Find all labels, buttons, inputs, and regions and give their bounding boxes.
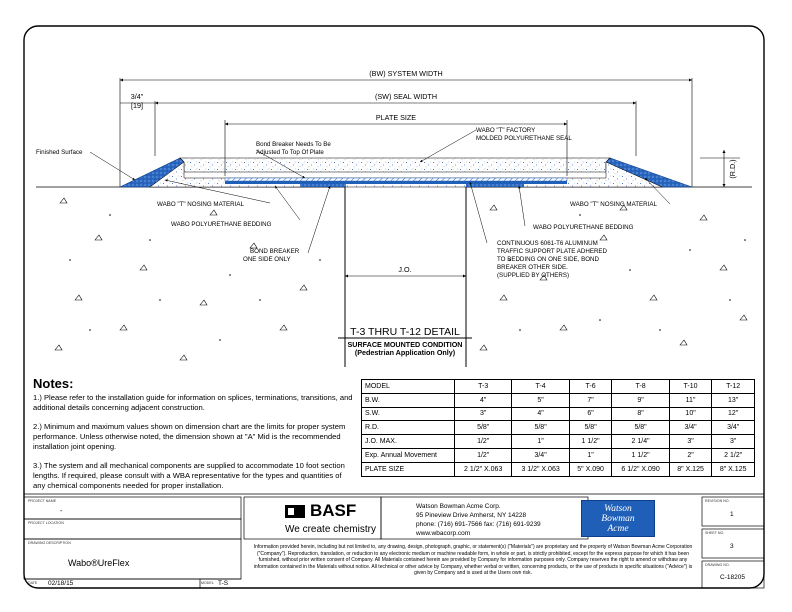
plate-callout-2: TRAFFIC SUPPORT PLATE ADHERED — [497, 248, 608, 255]
spec-cell: 4" — [455, 393, 512, 407]
spec-cell: 9" — [612, 393, 669, 407]
spec-cell: 3/4" — [712, 421, 755, 435]
bond-breaker-side-1: BOND BREAKER — [250, 248, 300, 255]
spec-row — [362, 448, 755, 462]
spec-cell: 3" — [669, 435, 712, 449]
spec-row — [362, 462, 755, 476]
nosing-callout-left: WABO "T" NOSING MATERIAL — [157, 201, 244, 208]
sheet-value: 3 — [730, 543, 734, 550]
model-value: T-S — [218, 580, 229, 587]
notes-heading: Notes: — [33, 376, 74, 391]
recess-depth-label: (R.D.) — [728, 159, 737, 179]
plate-size-label: PLATE SIZE — [375, 113, 417, 122]
spec-cell: 5/8" — [612, 421, 669, 435]
spec-cell: 11" — [669, 393, 712, 407]
spec-row-label: J.O. MAX. — [362, 435, 455, 449]
spec-cell: 12" — [712, 407, 755, 421]
date-label: DATE — [28, 581, 38, 585]
basf-logo-mark — [285, 505, 305, 518]
note-2: 2.) Minimum and maximum values shown on dimension chart are the limits for proper system performance. Unless otherwise noted, the dimension shown at "A" Mid is the recommended installation joint opening. — [33, 422, 346, 451]
nosing-callout-right: WABO "T" NOSING MATERIAL — [570, 201, 657, 208]
bond-breaker-callout-2: Adjusted To Top Of Plate — [256, 149, 324, 156]
spec-cell: 6" — [569, 407, 612, 421]
spec-cell: T-3 — [455, 380, 512, 394]
spec-row — [362, 393, 755, 407]
note-3: 3.) The system and all mechanical components are supplied to accommodate 10 foot section lengths. If required, please consult with a WBA representative for the types and quantities of any chemical components needed for proper installation. — [33, 461, 345, 490]
joint-opening-label: J.O. — [398, 265, 412, 274]
spec-cell: 5/8" — [569, 421, 612, 435]
detail-title: T-3 THRU T-12 DETAIL — [350, 326, 460, 338]
spec-cell: 5" X.090 — [569, 462, 612, 476]
project-location-label: PROJECT LOCATION — [28, 521, 64, 525]
spec-cell: 1/2" — [455, 448, 512, 462]
spec-cell: 10" — [669, 407, 712, 421]
spec-cell: 3 1/2" X.063 — [512, 462, 569, 476]
spec-cell: T-4 — [512, 380, 569, 394]
spec-cell: 3/4" — [669, 421, 712, 435]
bedding-callout-left: WABO POLYURETHANE BEDDING — [171, 221, 272, 228]
spec-cell: 8" X.125 — [712, 462, 755, 476]
spec-row-label: Exp. Annual Movement — [362, 448, 455, 462]
spec-cell: 13" — [712, 393, 755, 407]
spec-cell: 2 1/2" — [712, 448, 755, 462]
model-label: MODEL — [201, 581, 214, 585]
spec-cell: 8" X.125 — [669, 462, 712, 476]
spec-cell: 5" — [512, 393, 569, 407]
spec-row-label: MODEL — [362, 380, 455, 394]
spec-cell: 6 1/2" X.090 — [612, 462, 669, 476]
bedding-callout-right: WABO POLYURETHANE BEDDING — [533, 224, 634, 231]
drawing-description: Wabo®UreFlex — [68, 558, 130, 568]
spec-cell: 7" — [569, 393, 612, 407]
nosing-width-mm: [19] — [131, 101, 143, 110]
disclaimer: Information provided herein, including but not limited to, any drawing, design, photograph, graphic, or statement(s) ("Materials") are proprietary and the property of Watson Bowman Acme Corporation ("Company"). Reproduction, translation, or reduction to any electronic medium or machine readable form, in whole or part, is strictly prohibited, except for the express purpose for which it has been furnished, without prior written consent of Company. All Materials contained herein are provided by Company for information purposes only. Company reserves the right to amend or withdraw any information contained in the Materials without notice. All technical or other advice by Company, whether verbal or written, concerning products, or the use of products in specific situations ("Advice") is given by Company and is used at the Users own risk. — [253, 544, 693, 577]
spec-cell: 2" — [669, 448, 712, 462]
revision-value: 1 — [730, 511, 734, 518]
nosing-width-label: 3/4" — [130, 92, 144, 101]
drawing-description-label: DRAWING DESCRIPTION — [28, 541, 71, 545]
wba-logo — [581, 500, 655, 537]
revision-label: REVISION NO. — [705, 499, 730, 503]
bond-breaker-side-2: ONE SIDE ONLY — [243, 256, 291, 263]
spec-row-label: B.W. — [362, 393, 455, 407]
notes-block — [33, 376, 355, 500]
project-name-label: PROJECT NAME — [28, 499, 57, 503]
spec-cell: 4" — [512, 407, 569, 421]
seal-width-label: (SW) SEAL WIDTH — [374, 92, 438, 101]
plate-callout-5: (SUPPLIED BY OTHERS) — [497, 272, 570, 279]
spec-row — [362, 435, 755, 449]
spec-cell: 5/8" — [512, 421, 569, 435]
spec-row — [362, 380, 755, 394]
plate-callout-3: TO BEDDING ON ONE SIDE, BOND — [497, 256, 599, 263]
spec-cell: 5/8" — [455, 421, 512, 435]
spec-cell: T-10 — [669, 380, 712, 394]
plate-callout-4: BREAKER OTHER SIDE. — [497, 264, 568, 271]
spec-cell: 2 1/2" X.063 — [455, 462, 512, 476]
spec-cell: T-12 — [712, 380, 755, 394]
spec-cell: T-8 — [612, 380, 669, 394]
spec-cell: 1" — [569, 448, 612, 462]
spec-cell: 8" — [612, 407, 669, 421]
detail-subtitle-2: (Pedestrian Application Only) — [354, 348, 456, 357]
spec-cell: 1 1/2" — [612, 448, 669, 462]
wba-logo-line-1: Watson — [604, 504, 632, 514]
wabo-t-callout-2: MOLDED POLYURETHANE SEAL — [476, 135, 572, 142]
detail-subtitle: SURFACE MOUNTED CONDITION — [347, 340, 463, 349]
spec-cell: 3" — [455, 407, 512, 421]
bedding-layer — [225, 181, 567, 184]
spec-cell: 1 1/2" — [569, 435, 612, 449]
spec-row — [362, 421, 755, 435]
basf-logo: BASF — [310, 501, 357, 520]
spec-row-label: R.D. — [362, 421, 455, 435]
company-phone: phone: (716) 691-7566 fax: (716) 691-9239 — [416, 521, 541, 528]
company-name: Watson Bowman Acme Corp. — [416, 503, 501, 510]
note-1: 1.) Please refer to the installation guide for information on splices, terminations, transitions, and additional details concerning adjacent construction. — [33, 393, 353, 412]
spec-row-label: PLATE SIZE — [362, 462, 455, 476]
project-name-value: - — [60, 508, 63, 515]
spec-cell: 1/2" — [455, 435, 512, 449]
drawing-no-label: DRAWING NO. — [705, 563, 730, 567]
bedding-right-pad — [466, 184, 524, 187]
spec-cell: 3/4" — [512, 448, 569, 462]
wba-logo-line-3: Acme — [607, 524, 629, 534]
basf-tagline: We create chemistry — [285, 524, 376, 535]
bond-breaker-callout-1: Bond Breaker Needs To Be — [256, 141, 331, 148]
dimension-chart — [361, 379, 755, 477]
wba-logo-line-2: Bowman — [601, 514, 635, 524]
bedding-left-pad — [300, 184, 346, 187]
company-address: 95 Pineview Drive Amherst, NY 14228 — [416, 512, 527, 519]
spec-row — [362, 407, 755, 421]
spec-row-label: S.W. — [362, 407, 455, 421]
wabo-t-callout-1: WABO "T" FACTORY — [476, 127, 536, 134]
system-width-label: (BW) SYSTEM WIDTH — [369, 69, 443, 78]
date-value: 02/18/15 — [48, 580, 74, 587]
spec-cell: T-6 — [569, 380, 612, 394]
aluminum-plate — [225, 178, 567, 181]
finished-surface-callout: Finished Surface — [36, 149, 83, 156]
sheet-label: SHEET NO. — [705, 531, 725, 535]
spec-cell: 1" — [512, 435, 569, 449]
polyurethane-seal — [180, 158, 610, 172]
company-website: www.wbacorp.com — [416, 530, 471, 537]
spec-cell: 3" — [712, 435, 755, 449]
spec-cell: 2 1/4" — [612, 435, 669, 449]
plate-callout-1: CONTINUOUS 6061-T6 ALUMINUM — [497, 240, 598, 247]
drawing-no-value: C-18205 — [720, 574, 745, 581]
